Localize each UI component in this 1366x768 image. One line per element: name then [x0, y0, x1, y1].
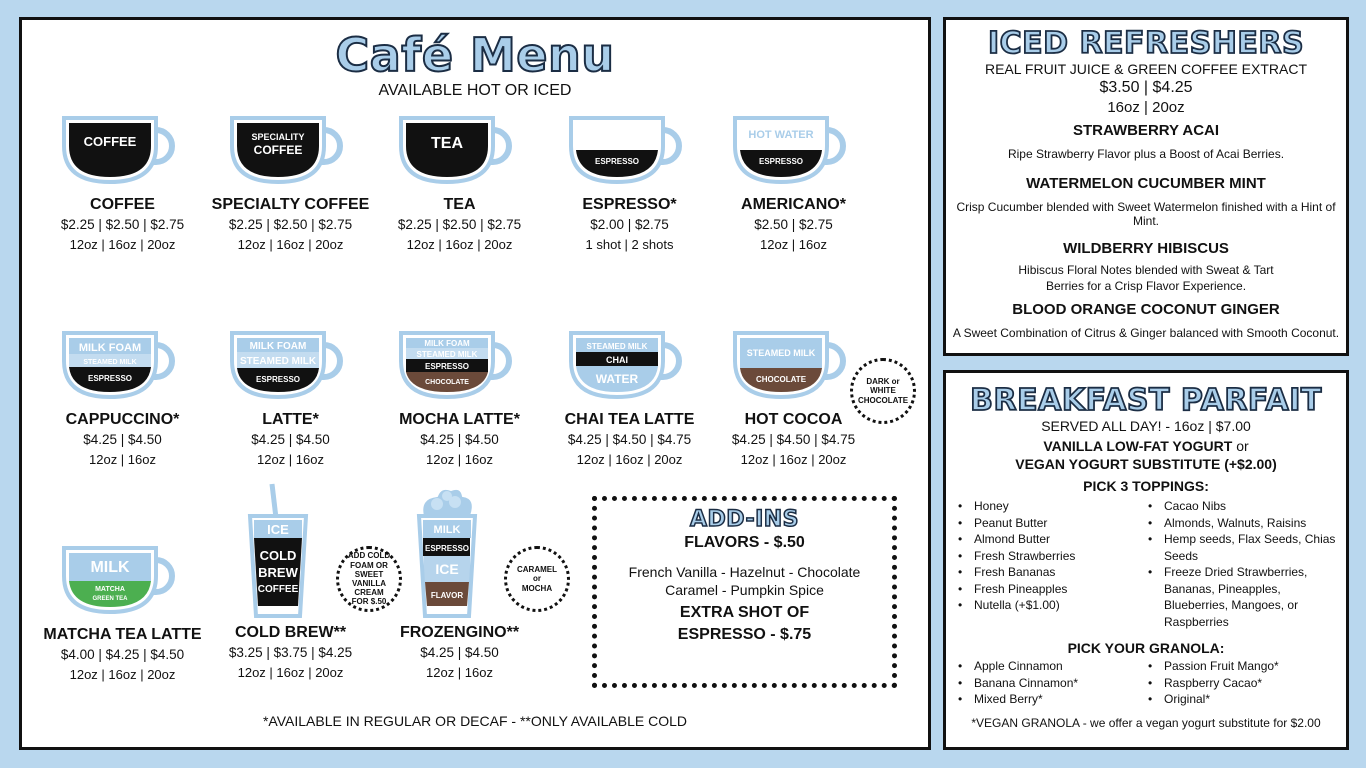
- item-size: 12oz | 16oz | 20oz: [237, 665, 344, 680]
- cup-label: MILK FOAM: [424, 339, 470, 348]
- item-name: TEA: [443, 196, 476, 213]
- cup-label: COFFEE: [253, 143, 303, 157]
- granola-item: • Passion Fruit Mango*: [1146, 658, 1336, 675]
- menu-item-latte: [203, 323, 378, 467]
- granola-list: [946, 658, 1346, 708]
- menu-title: Café Menu: [335, 28, 615, 82]
- yogurt-option: VANILLA LOW-FAT YOGURT: [1043, 438, 1233, 454]
- badge-line: MOCHA: [521, 583, 553, 593]
- item-price: $4.25 | $4.50: [83, 432, 162, 447]
- item-size: 12oz | 16oz: [760, 237, 827, 252]
- cup-label: MILK: [433, 524, 461, 536]
- cup-label: COLD: [259, 548, 297, 563]
- drink-name: STRAWBERRY ACAI: [1072, 122, 1220, 139]
- cup-label: MILK: [90, 559, 130, 576]
- americano-cup-icon: [731, 108, 856, 190]
- item-size: 12oz | 16oz | 20oz: [740, 452, 847, 467]
- item-price: $4.25 | $4.50: [420, 645, 499, 660]
- item-name: FROZENGINO**: [399, 624, 520, 641]
- item-price: $2.25 | $2.50 | $2.75: [60, 217, 185, 232]
- toppings-list: [946, 498, 1346, 630]
- cup-label: SPECIALITY: [251, 132, 305, 142]
- latte-cup-icon: [228, 323, 353, 405]
- topping-item: • Fresh Pineapples: [956, 581, 1146, 598]
- granola-right: [1146, 658, 1336, 708]
- yogurt-or: or: [1232, 438, 1249, 454]
- menu-item-coffee: [35, 108, 210, 252]
- toppings-right: [1146, 498, 1336, 630]
- menu-item-americano: [706, 108, 881, 252]
- cup-label: ESPRESSO: [424, 362, 470, 371]
- granola-item: • Apple Cinnamon: [956, 658, 1146, 675]
- cup-label: ESPRESSO: [255, 375, 301, 384]
- item-size: 12oz | 16oz: [426, 452, 493, 467]
- cup-label: STEAMED MILK: [239, 356, 317, 367]
- cup-label: FLAVOR: [430, 591, 464, 600]
- cup-label: STEAMED MILK: [83, 359, 137, 366]
- frozengino-option-badge: [504, 546, 570, 612]
- granola-item: • Banana Cinnamon*: [956, 675, 1146, 692]
- coffee-cup-icon: [60, 108, 185, 190]
- cup-label: STEAMED MILK: [416, 350, 478, 359]
- toppings-left: [956, 498, 1146, 630]
- cup-label: TEA: [431, 135, 463, 152]
- iced-refreshers-panel: [943, 17, 1349, 356]
- item-price: $4.25 | $4.50: [251, 432, 330, 447]
- addins-flavors-line: French Vanilla - Hazelnut - Chocolate: [628, 564, 861, 580]
- iced-title: ICED REFRESHERS: [987, 26, 1305, 61]
- addins-title: ADD-INS: [689, 507, 800, 532]
- item-size: 12oz | 16oz: [426, 665, 493, 680]
- chai-tea-latte-cup-icon: [567, 323, 692, 405]
- badge-line: FOAM OR SWEET: [350, 560, 388, 579]
- item-price: $4.00 | $4.25 | $4.50: [60, 647, 185, 662]
- drink-desc: Hibiscus Floral Notes blended with Sweat & Tart: [1018, 263, 1274, 277]
- cup-label: HOT WATER: [748, 129, 814, 141]
- cold-brew-cup-icon: [228, 482, 353, 620]
- item-size: 12oz | 16oz: [257, 452, 324, 467]
- item-size: 12oz | 16oz | 20oz: [69, 237, 176, 252]
- cup-label: ICE: [435, 561, 459, 577]
- tea-cup-icon: [397, 108, 522, 190]
- menu-item-tea: [372, 108, 547, 252]
- item-name: AMERICANO*: [741, 196, 846, 213]
- drink-name: WATERMELON CUCUMBER MINT: [1026, 175, 1266, 192]
- topping-item: • Cacao Nibs: [1146, 498, 1336, 515]
- addins-flavors-line: Caramel - Pumpkin Spice: [665, 582, 824, 598]
- cup-label: ESPRESSO: [594, 157, 640, 166]
- item-name: MOCHA LATTE*: [399, 411, 520, 428]
- drink-desc: Ripe Strawberry Flavor plus a Boost of Acai Berries.: [1007, 147, 1285, 161]
- cup-label: ESPRESSO: [87, 374, 133, 383]
- cup-label: ICE: [267, 522, 289, 537]
- topping-item: • Honey: [956, 498, 1146, 515]
- badge-line: VANILLA CREAM: [351, 579, 387, 598]
- menu-footnote: *AVAILABLE IN REGULAR OR DECAF - **ONLY AVAILABLE COLD: [262, 713, 688, 729]
- granola-item: • Raspberry Cacao*: [1146, 675, 1336, 692]
- frozengino-cup-icon: [397, 482, 522, 620]
- parfait-served: SERVED ALL DAY! - 16oz | $7.00: [1041, 418, 1251, 434]
- item-price: $4.25 | $4.50: [420, 432, 499, 447]
- item-size: 1 shot | 2 shots: [585, 237, 674, 252]
- menu-item-cappuccino: [35, 323, 210, 467]
- menu-item-mocha-latte: [372, 323, 547, 467]
- granola-heading: PICK YOUR GRANOLA:: [1067, 640, 1225, 656]
- yogurt-option: VEGAN YOGURT SUBSTITUTE (+$2.00): [1015, 456, 1277, 472]
- item-size: 12oz | 16oz | 20oz: [576, 452, 683, 467]
- iced-subtitle: REAL FRUIT JUICE & GREEN COFFEE EXTRACT: [984, 61, 1308, 77]
- topping-item: • Fresh Strawberries: [956, 548, 1146, 565]
- topping-item: • Nutella (+$1.00): [956, 597, 1146, 614]
- topping-item: • Almonds, Walnuts, Raisins: [1146, 515, 1336, 532]
- addins-flavors-heading: FLAVORS - $.50: [684, 534, 805, 551]
- item-price: $2.00 | $2.75: [590, 217, 669, 232]
- cup-label: STEAMED MILK: [746, 348, 816, 358]
- drink-desc: Berries for a Crisp Flavor Experience.: [1045, 279, 1247, 293]
- cup-label: CHOCOLATE: [755, 375, 807, 384]
- drink-name: BLOOD ORANGE COCONUT GINGER: [1012, 301, 1280, 318]
- specialty-coffee-cup-icon: [228, 108, 353, 190]
- drink-desc: A Sweet Combination of Citrus & Ginger balanced with Smooth Coconut.: [952, 326, 1340, 340]
- badge-line: DARK or: [866, 377, 900, 387]
- cup-label: ESPRESSO: [758, 157, 804, 166]
- menu-item-espresso: [542, 108, 717, 252]
- mocha-latte-cup-icon: [397, 323, 522, 405]
- cafe-menu-panel: [19, 17, 931, 750]
- breakfast-parfait-panel: [943, 370, 1349, 750]
- parfait-footnote: *VEGAN GRANOLA - we offer a vegan yogurt substitute for $2.00: [971, 715, 1321, 730]
- item-name: MATCHA TEA LATTE: [43, 626, 202, 643]
- topping-item: • Fresh Bananas: [956, 564, 1146, 581]
- topping-item: • Almond Butter: [956, 531, 1146, 548]
- cappuccino-cup-icon: [60, 323, 185, 405]
- badge-line: ADD COLD: [347, 551, 391, 561]
- menu-item-matcha-tea-latte: [35, 538, 210, 682]
- cup-label: GREEN TEA: [92, 596, 128, 602]
- addins-extra-shot: EXTRA SHOT OF: [679, 604, 810, 621]
- item-price: $2.50 | $2.75: [754, 217, 833, 232]
- item-name: LATTE*: [262, 411, 319, 428]
- granola-left: [956, 658, 1146, 708]
- item-price: $4.25 | $4.50 | $4.75: [567, 432, 692, 447]
- item-name: COLD BREW**: [234, 624, 347, 641]
- badge-line: WHITE: [870, 386, 896, 396]
- cup-label: CHOCOLATE: [425, 379, 469, 386]
- item-price: $3.25 | $3.75 | $4.25: [228, 645, 353, 660]
- cup-label: MILK FOAM: [249, 341, 307, 352]
- cup-label: STEAMED MILK: [586, 342, 648, 351]
- cup-label: BREW: [258, 565, 298, 580]
- item-name: HOT COCOA: [744, 411, 843, 428]
- menu-subtitle: AVAILABLE HOT OR ICED: [378, 82, 572, 99]
- cup-label: WATER: [595, 372, 639, 386]
- iced-price: $3.50 | $4.25: [1099, 79, 1193, 96]
- menu-item-chai-tea-latte: [542, 323, 717, 467]
- matcha-cup-icon: [60, 538, 185, 620]
- hot-cocoa-cup-icon: [731, 323, 856, 405]
- badge-line: CARAMEL: [517, 565, 557, 575]
- item-name: SPECIALTY COFFEE: [211, 196, 370, 213]
- item-name: CHAI TEA LATTE: [564, 411, 695, 428]
- cup-label: COFFEE: [257, 584, 299, 595]
- addins-box: [592, 496, 897, 688]
- cup-label: MILK FOAM: [78, 342, 142, 354]
- badge-line: CHOCOLATE: [857, 395, 909, 405]
- item-size: 12oz | 16oz | 20oz: [237, 237, 344, 252]
- item-price: $4.25 | $4.50 | $4.75: [731, 432, 856, 447]
- drink-desc: Crisp Cucumber blended with Sweet Watermelon finished with a Hint of Mint.: [956, 200, 1336, 228]
- topping-item: • Peanut Butter: [956, 515, 1146, 532]
- item-price: $2.25 | $2.50 | $2.75: [397, 217, 522, 232]
- cup-label: CHAI: [606, 355, 628, 365]
- item-name: CAPPUCCINO*: [65, 411, 180, 428]
- parfait-title: BREAKFAST PARFAIT: [970, 383, 1322, 418]
- iced-size: 16oz | 20oz: [1107, 99, 1185, 116]
- item-name: COFFEE: [90, 196, 155, 213]
- item-price: $2.25 | $2.50 | $2.75: [228, 217, 353, 232]
- granola-item: • Original*: [1146, 691, 1336, 708]
- parfait-yogurt-line1: [946, 438, 1346, 454]
- cup-label: ESPRESSO: [424, 544, 470, 553]
- topping-item: • Hemp seeds, Flax Seeds, Chias Seeds: [1146, 531, 1336, 564]
- item-size: 12oz | 16oz | 20oz: [69, 667, 176, 682]
- topping-item: • Freeze Dried Strawberries, Bananas, Pineapples, Blueberries, Mangoes, or Raspberries: [1146, 564, 1336, 630]
- item-size: 12oz | 16oz: [89, 452, 156, 467]
- menu-item-specialty-coffee: [203, 108, 378, 252]
- granola-item: • Mixed Berry*: [956, 691, 1146, 708]
- badge-line: FOR $.50: [351, 597, 387, 607]
- cup-label: COFFEE: [83, 134, 137, 149]
- item-size: 12oz | 16oz | 20oz: [406, 237, 513, 252]
- toppings-heading: PICK 3 TOPPINGS:: [1083, 478, 1209, 494]
- espresso-cup-icon: [567, 108, 692, 190]
- cup-label: MATCHA: [95, 586, 125, 593]
- cocoa-option-badge: [850, 358, 916, 424]
- badge-line: or: [533, 574, 541, 584]
- item-name: ESPRESSO*: [582, 196, 677, 213]
- drink-name: WILDBERRY HIBISCUS: [1063, 240, 1229, 257]
- addins-extra-shot: ESPRESSO - $.75: [677, 626, 812, 643]
